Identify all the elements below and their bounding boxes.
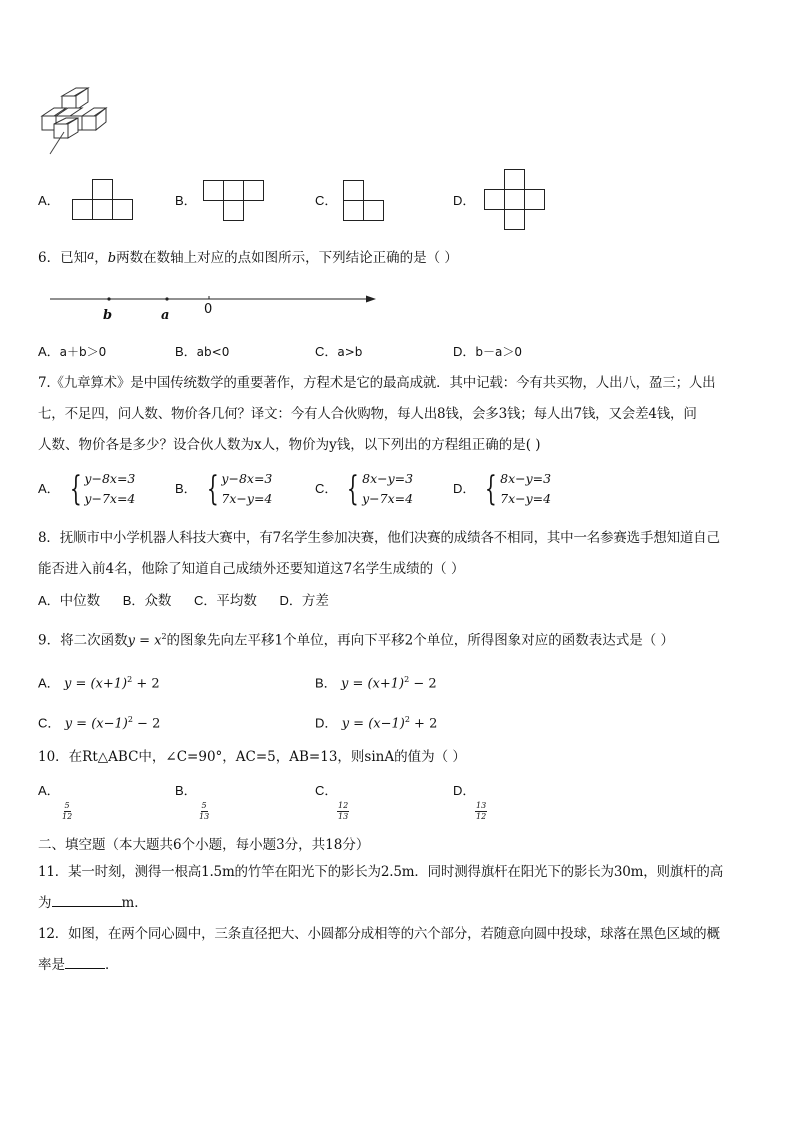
q10-option-c-denominator: 13 xyxy=(338,812,349,821)
q9-option-a-exponent: 2 xyxy=(127,675,133,684)
q5-option-a-label: A． xyxy=(38,193,60,208)
q8-stem-line-1: 8．抚顺市中小学机器人科技大赛中，有7名学生参加决赛，他们决赛的成绩各不相同，其中一名参赛选手想知道自己 xyxy=(38,530,720,546)
q7-option-b-brace: { xyxy=(206,469,219,509)
q12-stem-line-1: 12．如图，在两个同心圆中，三条直径把大、小圆都分成相等的六个部分，若随意向圆中投球，球落在黑色区域的概 xyxy=(38,926,720,942)
q10-option-c xyxy=(315,781,349,822)
q7-option-b-label: B． xyxy=(175,481,197,496)
q10-option-b-label: B． xyxy=(175,783,197,798)
q11-stem-line-1: 11．某一时刻，测得一根高1.5m的竹竿在阳光下的影长为2.5m．同时测得旗杆在阳光下的影长为30m，则旗杆的高 xyxy=(38,864,723,880)
q7-option-a-eq2: y−7x=4 xyxy=(84,491,136,506)
number-line-label-a: a xyxy=(161,308,170,323)
q9-option-c-base: y = (x−1) xyxy=(64,716,128,732)
number-line-label-zero: 0 xyxy=(204,302,213,317)
q5-option-b-label: B． xyxy=(175,193,197,208)
q11-stem-suffix: m． xyxy=(121,895,148,911)
number-line-label-b: b xyxy=(103,308,113,323)
q10-option-d-denominator: 12 xyxy=(476,812,487,821)
q10-stem: 10．在Rt△ABC中，∠C=90°，AC=5，AB=13，则sinA的值为（ ） xyxy=(38,749,466,765)
q7-stem-line-2: 七，不足四，问人数、物价各几何？译文：今有人合伙购物，每人出8钱，会多3钱；每人出7钱，又会差4钱，问 xyxy=(38,406,697,422)
q7-option-c-eq1: 8x−y=3 xyxy=(362,471,414,486)
q8-stem xyxy=(38,523,758,585)
q6-option-a-text: a＋b＞0 xyxy=(59,345,107,359)
q7-option-b xyxy=(175,469,272,509)
q10-option-c-label: C． xyxy=(315,783,338,798)
q9-option-d xyxy=(315,710,437,735)
q7-stem-line-3: 人数、物价各是多少？设合伙人数为x人，物价为y钱，以下列出的方程组正确的是( ) xyxy=(38,437,541,453)
q9-option-b-label: B． xyxy=(315,675,337,691)
q8-option-a-text: 中位数 xyxy=(59,593,101,609)
q8-option-c-label: C． xyxy=(194,593,217,608)
q8-option-c-text: 平均数 xyxy=(216,593,257,609)
q9-option-d-label: D． xyxy=(315,715,338,731)
q6-var-b: b xyxy=(107,251,117,266)
q9-option-b-exponent: 2 xyxy=(404,675,410,684)
q7-option-c xyxy=(315,469,413,509)
q6-var-a: a xyxy=(87,248,95,262)
q7-stem-line-1: 7.《九章算术》是中国传统数学的重要著作，方程术是它的最高成就．其中记载：今有共买物，人出八，盈三；人出 xyxy=(38,375,716,391)
q10-option-c-numerator: 12 xyxy=(338,801,349,810)
q9-option-a xyxy=(38,670,160,695)
q7-option-d-eq2: 7x−y=4 xyxy=(500,491,552,506)
q5-option-d-label: D． xyxy=(453,193,476,208)
q9-option-b-base: y = (x+1) xyxy=(340,676,405,692)
q12-stem-suffix: ． xyxy=(105,957,119,973)
q6-option-b-label: B． xyxy=(175,344,197,359)
q5-option-c-label: C． xyxy=(315,193,338,208)
q6-option-a-label: A． xyxy=(38,344,60,359)
q7-stem xyxy=(38,368,758,461)
q6-option-c xyxy=(315,342,362,362)
q8-option-d-label: D． xyxy=(279,593,302,608)
q9-option-b xyxy=(315,670,437,695)
q6-stem xyxy=(38,248,458,269)
q6-option-c-label: C． xyxy=(315,344,338,359)
q9-option-a-base: y = (x+1) xyxy=(63,676,128,692)
q10-option-b-numerator: 5 xyxy=(201,801,207,810)
q9-prefix: 9．将二次函数 xyxy=(38,632,128,649)
q9-func-exponent: 2 xyxy=(161,632,167,641)
section-heading-fill-in: 二、填空题（本大题共6个小题，每小题3分，共18分） xyxy=(38,837,370,853)
net-figure-b xyxy=(203,180,265,222)
q8-option-d-text: 方差 xyxy=(301,593,329,609)
q10-option-a xyxy=(38,781,72,822)
number-line-figure xyxy=(44,288,384,328)
q9-option-d-base: y = (x−1) xyxy=(341,716,405,732)
q11-answer-blank xyxy=(52,892,122,907)
q11-stem xyxy=(38,857,758,919)
q7-option-a-brace: { xyxy=(69,469,82,509)
q6-option-d-label: D． xyxy=(453,344,476,359)
q9-option-b-tail: − 2 xyxy=(409,676,437,692)
q9-option-d-tail: + 2 xyxy=(409,716,438,732)
q7-option-c-eq2: y−7x=4 xyxy=(362,491,414,506)
q10-option-a-denominator: 12 xyxy=(62,812,73,821)
q7-option-b-eq2: 7x−y=4 xyxy=(221,491,273,506)
q6-option-b xyxy=(175,342,229,362)
q7-option-d-eq1: 8x−y=3 xyxy=(500,471,552,486)
q7-option-c-label: C． xyxy=(315,481,338,496)
q8-option-a-label: A． xyxy=(38,593,60,608)
q9-option-a-tail: + 2 xyxy=(132,676,160,692)
q10-option-a-numerator: 5 xyxy=(64,801,70,810)
q7-option-a-label: A． xyxy=(38,481,60,496)
q9-option-c-label: C． xyxy=(38,715,61,731)
q8-option-b-label: B． xyxy=(122,593,145,608)
q9-option-c-exponent: 2 xyxy=(127,715,133,724)
q9-suffix: 的图象先向左平移1个单位，再向下平移2个单位，所得图象对应的函数表达式是（ ） xyxy=(166,632,674,649)
q8-options xyxy=(38,591,329,611)
net-figure-d xyxy=(484,169,546,231)
q12-stem xyxy=(38,919,758,981)
q10-option-b-denominator: 13 xyxy=(199,812,210,821)
q6-option-c-text: a>b xyxy=(337,345,363,359)
q10-option-d xyxy=(453,781,487,822)
q9-option-c xyxy=(38,710,160,735)
q10-option-d-label: D． xyxy=(453,783,476,798)
q8-option-b-text: 众数 xyxy=(144,593,172,609)
q6-sep: ， xyxy=(94,250,108,266)
q7-option-d xyxy=(453,469,551,509)
q7-option-d-label: D． xyxy=(453,481,476,496)
q9-option-a-label: A． xyxy=(38,675,60,691)
q10-option-b xyxy=(175,781,209,822)
q9-option-c-tail: − 2 xyxy=(132,716,161,732)
cube-stack-figure xyxy=(36,84,116,156)
q11-stem-prefix: 为 xyxy=(38,895,52,911)
q7-option-c-brace: { xyxy=(347,469,360,509)
q6-option-d xyxy=(453,342,522,362)
q7-option-b-eq1: y−8x=3 xyxy=(221,471,273,486)
q9-option-d-exponent: 2 xyxy=(404,715,410,724)
q12-answer-blank xyxy=(65,954,105,969)
net-figure-c xyxy=(343,180,385,222)
q6-suffix: 两数在数轴上对应的点如图所示，下列结论正确的是（ ） xyxy=(116,250,458,266)
q7-option-d-brace: { xyxy=(485,469,498,509)
q9-stem xyxy=(38,627,674,652)
q8-stem-line-2: 能否进入前4名，他除了知道自己成绩外还要知道这7名学生成绩的（ ） xyxy=(38,561,465,577)
q7-option-a xyxy=(38,469,135,509)
q12-stem-prefix: 率是 xyxy=(38,957,65,973)
q6-option-d-text: b－a＞0 xyxy=(475,345,522,359)
q6-option-b-text: ab<0 xyxy=(196,345,230,359)
q7-option-a-eq1: y−8x=3 xyxy=(84,471,136,486)
q10-option-a-label: A． xyxy=(38,783,60,798)
q6-prefix: 6．已知 xyxy=(38,250,88,266)
q6-option-a xyxy=(38,342,106,362)
q9-func: y = x xyxy=(127,633,162,649)
q10-option-d-numerator: 13 xyxy=(476,801,487,810)
net-figure-a xyxy=(72,179,134,221)
